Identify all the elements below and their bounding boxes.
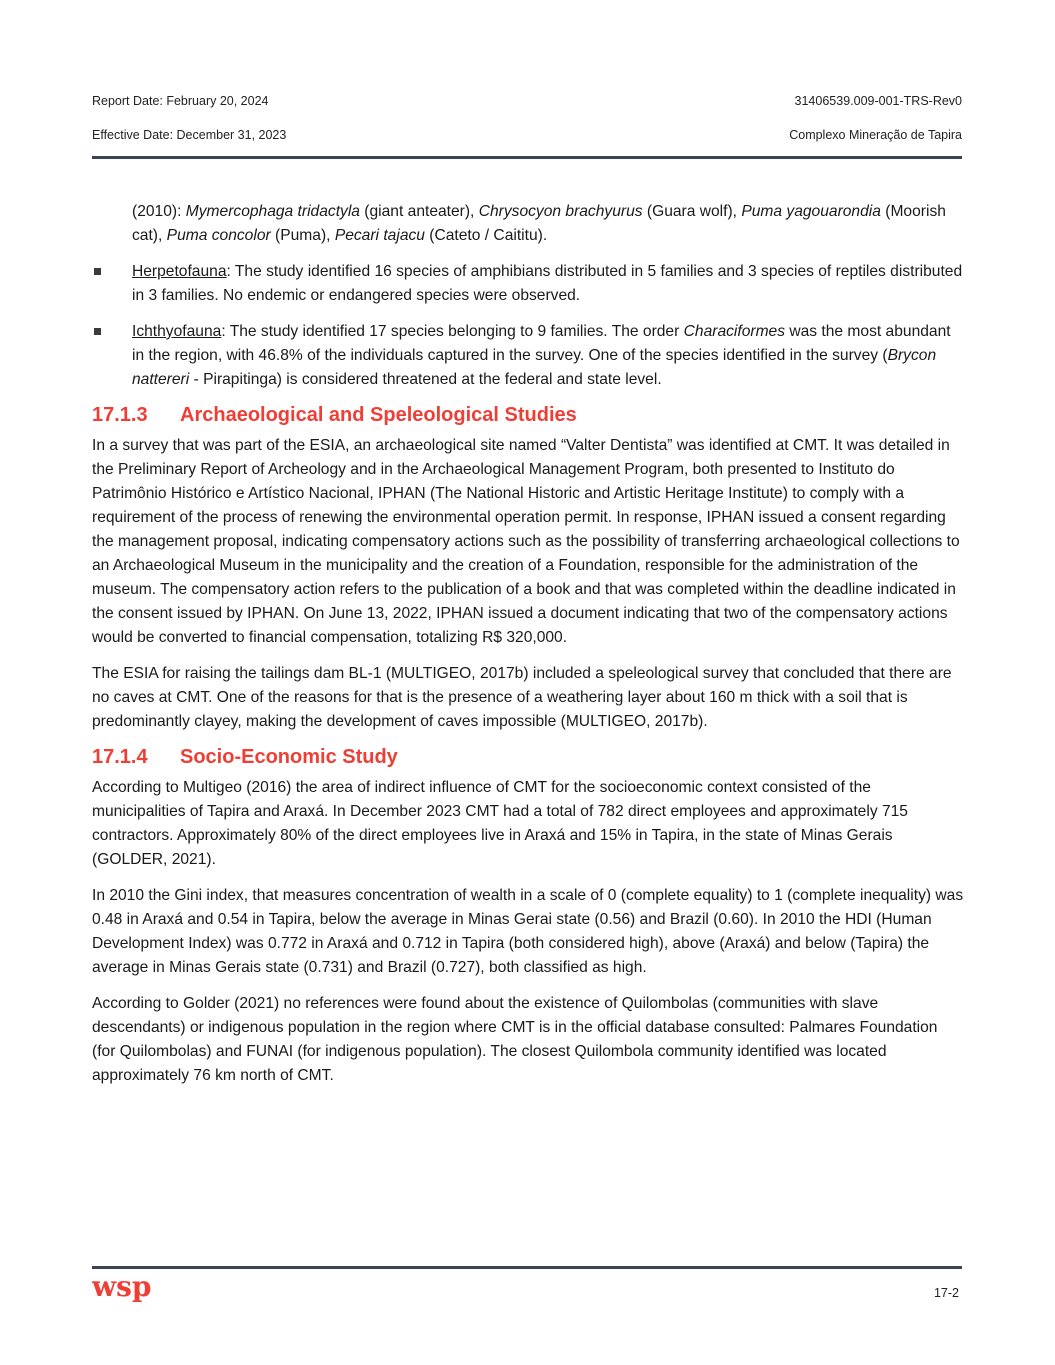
socioeconomic-paragraph-1: According to Multigeo (2016) the area of indirect influence of CMT for the socioeconomic context consisted of the municipalities of Tapira and Araxá. In December 2023 CMT had a total of 782 direct employees and approximately 715 contractors. Approximately 80% of the direct employees live in Araxá and 15% in Tapira, in the state of Minas Gerais (GOLDER, 2021). <box>92 779 908 868</box>
section-heading-17-1-4: 17.1.4 Socio-Economic Study <box>92 746 398 768</box>
section-heading-17-1-3: 17.1.3 Archaeological and Speleological Studies <box>92 404 577 426</box>
effective-date: Effective Date: December 31, 2023 <box>92 128 287 142</box>
header-divider <box>92 156 962 159</box>
bullet-ichthyofauna: Ichthyofauna: The study identified 17 species belonging to 9 families. The order Characiformes was the most abundant in the region, with 46.8% of the individuals captured in the survey. One of the species identified in the survey (Brycon nattereri - Pirapitinga) is considered threatened at the federal and state level. <box>92 320 964 392</box>
wsp-logo <box>92 1276 156 1315</box>
socioeconomic-paragraph-3: According to Golder (2021) no references were found about the existence of Quilombolas (communities with slave descendants) or indigenous population in the region where CMT is in the official database consulted: Palmares Foundation (for Quilombolas) and FUNAI (for indigenous population). The closest Quilombola community identified was located approximately 76 km north of CMT. <box>92 995 938 1084</box>
socioeconomic-paragraph-2: In 2010 the Gini index, that measures concentration of wealth in a scale of 0 (complete equality) to 1 (complete inequality) was 0.48 in Araxá and 0.54 in Tapira, below the average in Minas Gerai state (0.56) and Brazil (0.60). In 2010 the HDI (Human Development Index) was 0.772 in Araxá and 0.712 in Tapira (both considered high), above (Araxá) and below (Tapira) the average in Minas Gerais state (0.731) and Brazil (0.727), both classified as high. <box>92 887 964 976</box>
ichthyofauna-term: Ichthyofauna <box>132 323 222 340</box>
svg-text:wsp: wsp <box>92 1276 152 1303</box>
speleology-paragraph: The ESIA for raising the tailings dam BL-1 (MULTIGEO, 2017b) included a speleological survey that concluded that there are no caves at CMT. One of the reasons for that is the presence of a weathering layer about 160 m thick with a soil that is predominantly clayey, making the development of caves impossible (MULTIGEO, 2017b). <box>92 665 952 730</box>
mammals-continuation: (2010): Mymercophaga tridactyla (giant anteater), Chrysocyon brachyurus (Guara wolf), Puma yagouarondia (Moorish cat), Puma concolor (Puma), Pecari tajacu (Cateto / Caititu). <box>132 203 946 244</box>
page-number: 17-2 <box>933 1286 959 1300</box>
herpetofauna-text: : The study identified 16 species of amphibians distributed in 5 families and 3 species of reptiles distributed in 3 families. No endemic or endangered species were observed. <box>132 263 963 304</box>
project-name: Complexo Mineração de Tapira <box>789 128 962 142</box>
archaeology-paragraph: In a survey that was part of the ESIA, an archaeological site named “Valter Dentista” was identified at CMT. It was detailed in the Preliminary Report of Archeology and in the Archaeological Management Program, both presented to Instituto do Patrimônio Histórico e Artístico Nacional, IPHAN (The National Historic and Artistic Heritage Institute) to comply with a requirement of the process of renewing the environmental operation permit. In response, IPHAN issued a consent regarding the management proposal, indicating compensatory actions such as the possibility of transferring archaeological collections to an Archaeological Museum in the municipality and the creation of a Foundation, responsible for the administration of the museum. The compensatory action refers to the publication of a book and that was completed within the deadline indicated in the consent issued by IPHAN. On June 13, 2022, IPHAN issued a document indicating that two of the compensatory actions would be converted to financial compensation, totalizing R$ 320,000. <box>92 437 960 646</box>
footer-divider <box>92 1266 962 1269</box>
herpetofauna-term: Herpetofauna <box>132 263 227 280</box>
square-bullet-icon <box>94 268 101 275</box>
square-bullet-icon <box>94 328 101 335</box>
page-content <box>92 200 964 1100</box>
document-id: 31406539.009-001-TRS-Rev0 <box>794 94 962 108</box>
bullet-herpetofauna <box>92 260 964 308</box>
report-date: Report Date: February 20, 2024 <box>92 94 269 108</box>
